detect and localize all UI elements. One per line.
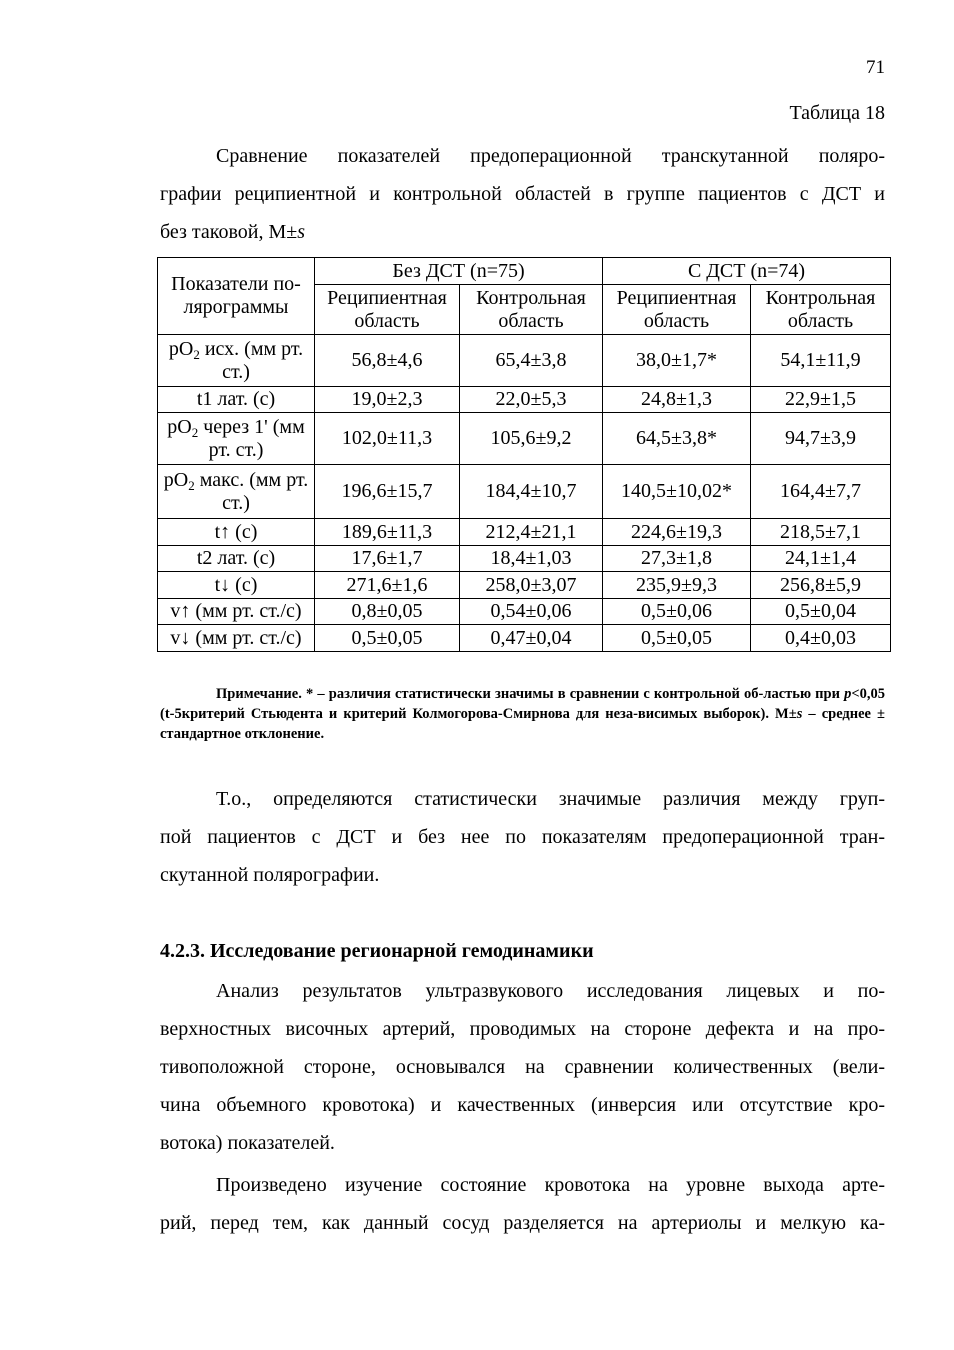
cell: 24,1±1,4 [751,546,891,572]
table-row [158,546,891,572]
cell: 271,6±1,6 [315,572,460,599]
cell: 19,0±2,3 [315,387,460,413]
cell: 218,5±7,1 [751,519,891,546]
row-label: $pO_2$ макс. (мм рт. ст.) [158,465,315,519]
cell: 56,8±4,6 [315,335,460,387]
header-control-2: Контрольная область [751,285,891,335]
cell: 196,6±15,7 [315,465,460,519]
cell: 164,4±7,7 [751,465,891,519]
cell: 65,4±3,8 [460,335,603,387]
cell: 258,0±3,07 [460,572,603,599]
cell: 0,54±0,06 [460,599,603,625]
cell: 102,0±11,3 [315,413,460,465]
table-row [158,599,891,625]
cell: 0,4±0,03 [751,625,891,652]
header-indicators: Показатели по-лярограммы [158,258,315,335]
paragraph-conclusion: Т.о., определяются статистически значимые различия между груп- пой пациентов с ДСТ и без нее по показателям предоперационной тран- скутанной полярографии. [160,788,885,886]
cell: 224,6±19,3 [603,519,751,546]
cell: 27,3±1,8 [603,546,751,572]
paragraph-study: Произведено изучение состояние кровотока на уровне выхода арте- рий, перед тем, как данный сосуд разделяется на артериолы и мелкую ка- [160,1174,885,1234]
cell: 22,9±1,5 [751,387,891,413]
cell: 0,8±0,05 [315,599,460,625]
cell: 189,6±11,3 [315,519,460,546]
row-label: v↑ (мм рт. ст./с) [158,599,315,625]
row-label: v↓ (мм рт. ст./с) [158,625,315,652]
header-recipient-2: Реципиентная область [603,285,751,335]
caption-line-1: Сравнение показателей предоперационной транскутанной поляро- [216,145,885,167]
cell: 17,6±1,7 [315,546,460,572]
cell: 18,4±1,03 [460,546,603,572]
cell: 212,4±21,1 [460,519,603,546]
table-label: Таблица 18 [789,102,885,124]
cell: 22,0±5,3 [460,387,603,413]
row-label: $pO_2$ через 1' (мм рт. ст.) [158,413,315,465]
row-label: $pO_2$ исх. (мм рт. ст.) [158,335,315,387]
table-row [158,465,891,519]
section-heading: 4.2.3. Исследование регионарной гемодинамики [160,940,594,962]
cell: 140,5±10,02* [603,465,751,519]
row-label: t↑ (с) [158,519,315,546]
cell: 235,9±9,3 [603,572,751,599]
header-group-dst: С ДСТ (n=74) [603,258,891,285]
row-label: t↓ (с) [158,572,315,599]
cell: 105,6±9,2 [460,413,603,465]
table-row [158,572,891,599]
cell: 54,1±11,9 [751,335,891,387]
caption-line-3: без таковой, М±s [160,221,306,243]
cell: 0,5±0,05 [315,625,460,652]
cell: 184,4±10,7 [460,465,603,519]
table-row [158,335,891,387]
row-label: t1 лат. (с) [158,387,315,413]
cell: 0,5±0,04 [751,599,891,625]
cell: 0,5±0,05 [603,625,751,652]
cell: 256,8±5,9 [751,572,891,599]
cell: 64,5±3,8* [603,413,751,465]
table-row [158,387,891,413]
paragraph-analysis: Анализ результатов ультразвукового исследования лицевых и по- верхностных височных артерий, проводимых на стороне дефекта и на про- тивоположной стороне, основывался на сравнении количественных (вели- чина объемного кровотока) и качественных (инверсия или отсутствие кро- вотока) показателей. [160,980,885,1154]
header-control-1: Контрольная область [460,285,603,335]
table-caption [160,137,885,213]
caption-line-2: графии реципиентной и контрольной областей в группе пациентов с ДСТ и [160,183,885,205]
cell: 24,8±1,3 [603,387,751,413]
header-recipient-1: Реципиентная область [315,285,460,335]
page-number: 71 [866,57,885,78]
row-label: t2 лат. (с) [158,546,315,572]
table-row [158,625,891,652]
table-row [158,519,891,546]
cell: 38,0±1,7* [603,335,751,387]
cell: 0,5±0,06 [603,599,751,625]
table-row [158,413,891,465]
cell: 0,47±0,04 [460,625,603,652]
table-note: Примечание. * – различия статистически значимы в сравнении с контрольной об-ластью при p<0,05 (t-5критерий Стьюдента и критерий Колмогорова-Смирнова для неза-висимых выборок). М±s – среднее ± стандартное отклонение. [160,686,885,742]
header-group-no-dst: Без ДСТ (n=75) [315,258,603,285]
cell: 94,7±3,9 [751,413,891,465]
data-table [157,257,891,652]
